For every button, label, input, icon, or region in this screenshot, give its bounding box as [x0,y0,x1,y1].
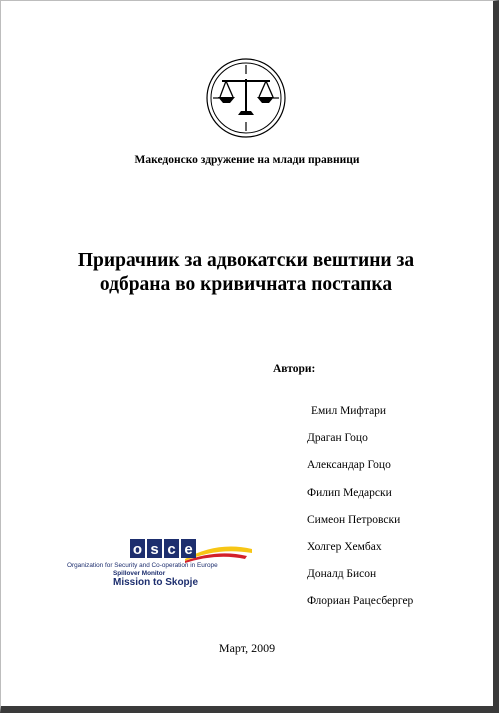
scales-of-justice-icon [205,57,287,139]
author-name: Флориан Рацесбергер [307,595,414,608]
osce-mission-line: Mission to Skopje [113,577,199,588]
osce-logo [67,537,252,589]
author-name: Драган Гоцо [307,432,368,445]
osce-emblem-icon [67,537,252,563]
osce-monitor-line: Spillover Monitor [113,570,166,577]
osce-org-line: Organization for Security and Co-operation in Europe [67,562,218,569]
author-name: Доналд Бисон [307,568,377,581]
svg-text:e: e [184,541,193,558]
author-name: Симеон Петровски [307,513,401,526]
authors-heading: Автори: [273,363,316,375]
title-line: одбрана во кривичната постапка [99,274,393,295]
author-name: Филип Медарски [307,486,392,499]
document-title [41,249,451,297]
authors-list [307,404,413,622]
publication-date: Март, 2009 [218,641,276,655]
author-name: Емил Мифтари [311,405,387,417]
svg-text:s: s [150,541,159,558]
svg-text:c: c [167,541,176,558]
author-name: Холгер Хембах [307,540,382,553]
title-line: Прирачник за адвокатски вештини за [77,250,415,271]
svg-text:o: o [132,541,143,558]
association-name: Македонско здружение на млади правници [134,154,360,166]
author-name: Александар Гоцо [307,459,391,472]
